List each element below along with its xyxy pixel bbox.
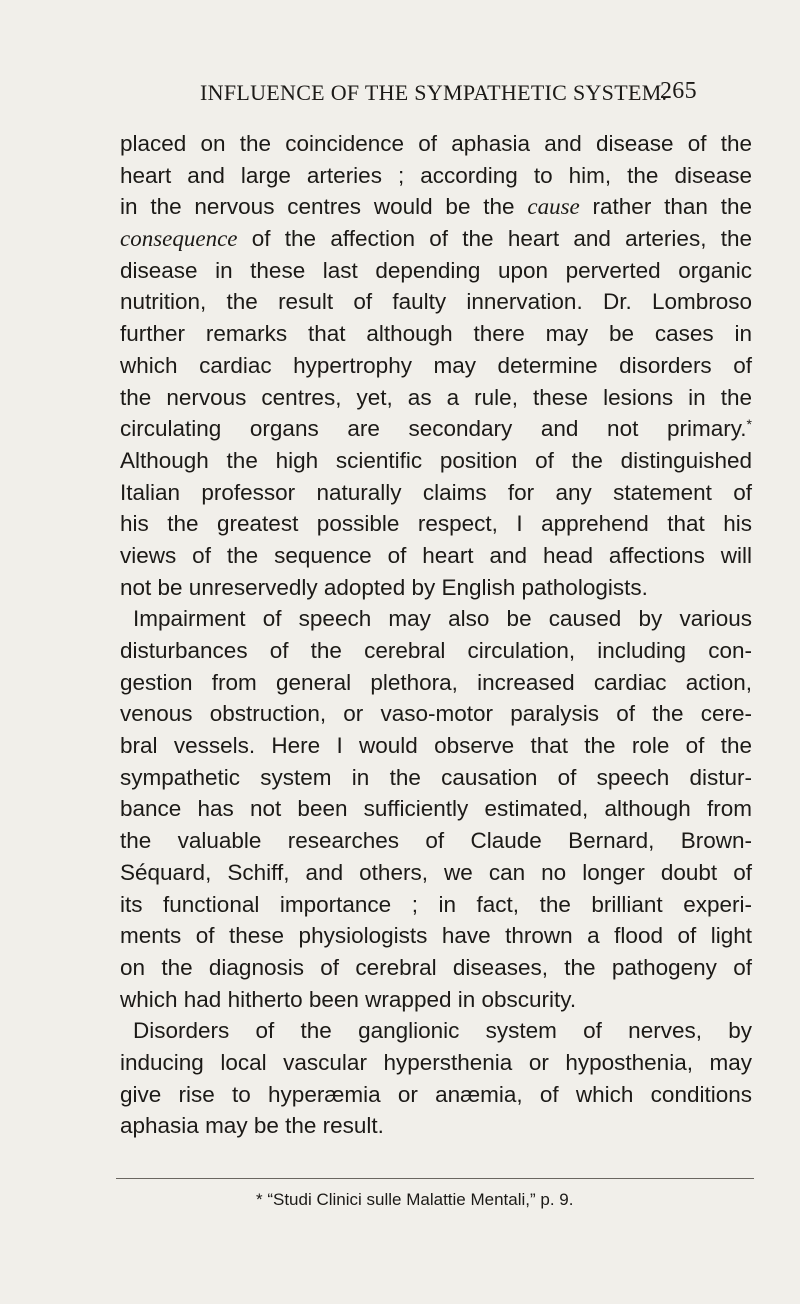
text-segment: Although the high scientific position of the distinguished [120,447,752,473]
text-segment: the valuable researches of Claude Bernard, Brown- [120,828,752,854]
text-segment: the nervous centres, yet, as a rule, these lesions in the [120,384,752,410]
text-line [120,1047,752,1079]
text-segment: placed on the coincidence of aphasia and disease of the [120,131,752,156]
text-line [120,920,752,952]
text-line [120,477,752,509]
text-segment: venous obstruction, or vaso-motor paralysis of the cere- [120,701,752,727]
text-line [120,952,752,984]
text-segment: Séquard, Schiff, and others, we can no longer doubt of [120,859,752,885]
footnote-marker: * [746,416,752,433]
text-segment: heart and large arteries ; according to him, the disease [120,162,752,188]
text-line [120,572,752,604]
text-line [120,603,752,635]
text-segment: disturbances of the cerebral circulation, including con- [120,638,752,663]
text-segment: sympathetic system in the causation of speech distur- [120,764,752,790]
text-segment: disease in these last depending upon perverted organic [120,257,752,283]
footnote-divider [116,1178,754,1179]
text-line [120,223,752,255]
text-segment: on the diagnosis of cerebral diseases, the pathogeny of [120,954,752,980]
text-line [120,635,752,667]
text-segment: which cardiac hypertrophy may determine disorders of [120,352,752,378]
text-segment: Impairment of speech may also be caused by various [133,606,752,632]
text-line [120,286,752,318]
italic-text: consequence [120,226,238,252]
text-segment: circulating organs are secondary and not primary. [120,416,747,442]
text-segment: nutrition, the result of faulty innervation. Dr. Lombroso [120,289,752,315]
text-segment: ments of these physiologists have thrown a flood of light [120,923,752,949]
text-line [120,160,752,192]
italic-text: cause [527,194,580,220]
text-segment: further remarks that although there may be cases in [120,321,752,347]
text-line [120,762,752,794]
text-line [120,350,752,382]
text-segment: bance has not been sufficiently estimated, although from [120,796,752,822]
footnote: * “Studi Clinici sulle Malattie Mentali,” p. 9. [256,1190,574,1209]
text-segment: inducing local vascular hypersthenia or hyposthenia, may [120,1049,752,1075]
text-line [120,1079,752,1111]
text-line [120,508,752,540]
text-segment: give rise to hyperæmia or anæmia, of which conditions [120,1081,752,1107]
text-line [120,255,752,287]
text-line [120,698,752,730]
text-line [120,382,752,414]
text-segment: Disorders of the ganglionic system of nerves, by [133,1018,752,1044]
text-line [120,825,752,857]
text-line [120,318,752,350]
text-line [120,413,752,445]
text-segment: Italian professor naturally claims for any statement of [120,479,752,505]
text-segment: gestion from general plethora, increased cardiac action, [120,669,752,695]
text-line [120,445,752,477]
text-segment: his the greatest possible respect, I apprehend that his [120,511,752,537]
text-line [120,730,752,762]
page-number: 265 [660,78,697,104]
text-line [120,667,752,699]
text-line [120,1015,752,1047]
text-line [120,540,752,572]
text-line [120,128,752,160]
text-line [120,1110,752,1142]
text-segment: rather than the [579,194,752,220]
text-segment: aphasia may be the result. [120,1113,384,1139]
running-head-title: INFLUENCE OF THE SYMPATHETIC SYSTEM. [200,80,668,105]
text-line [120,984,752,1016]
text-segment: in the nervous centres would be the [120,194,528,220]
running-head [120,78,750,112]
text-segment: its functional importance ; in fact, the brilliant experi- [120,891,752,917]
text-segment: views of the sequence of heart and head affections will [120,542,752,568]
text-line [120,191,752,223]
text-line [120,889,752,921]
text-segment: not be unreservedly adopted by English pathologists. [120,574,648,600]
text-segment: of the affection of the heart and arteries, the [237,226,752,252]
text-segment: bral vessels. Here I would observe that the role of the [120,733,752,759]
text-line [120,793,752,825]
text-line [120,857,752,889]
text-segment: which had hitherto been wrapped in obscurity. [120,986,577,1012]
body-text [120,128,752,1142]
